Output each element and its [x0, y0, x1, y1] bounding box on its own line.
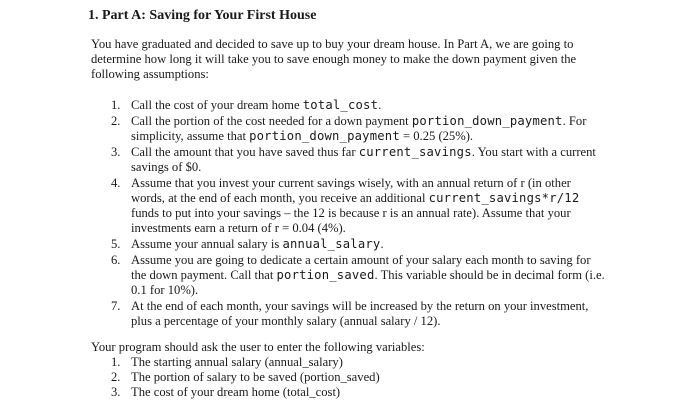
list-number: 6.	[111, 253, 121, 267]
list-number: 7.	[111, 299, 121, 313]
assumption-item: 5. Assume your annual salary is annual_salary.	[111, 237, 384, 251]
input-prompt: Your program should ask the user to enter the following variables:	[91, 340, 425, 354]
list-number: 2.	[111, 114, 121, 128]
variable-name: current_savings*r/12	[428, 191, 580, 205]
list-number: 4.	[111, 176, 121, 190]
assumption-item: 4. Assume that you invest your current savings wisely, with an annual return of r (in other words, at the end of each month, you receive an additional current_savings*r/12 funds to put into your savings – the 12 is because r is an annual rate). Assume that your investments earn a return of r = 0.04 (4%).	[111, 176, 580, 235]
variable-name: current_savings	[358, 145, 472, 159]
assumption-item: 3. Call the amount that you have saved thus far current_savings. You start with a current savings of $0.	[111, 145, 596, 174]
variable-name: total_cost	[302, 98, 379, 112]
variable-name: annual_salary	[282, 237, 381, 251]
input-variables-list	[107, 355, 587, 401]
list-number: 2.	[111, 370, 121, 385]
assumption-item: 2. Call the portion of the cost needed for a down payment portion_down_payment. For simplicity, assume that portion_down_payment = 0.25 (25%).	[111, 114, 587, 143]
assumption-item: 7. At the end of each month, your savings will be increased by the return on your investment, plus a percentage of your monthly salary (annual salary / 12).	[111, 299, 589, 328]
assumptions-list	[107, 98, 607, 330]
list-number: 3.	[111, 145, 121, 159]
list-number: 5.	[111, 237, 121, 251]
variable-item: 3. The cost of your dream home (total_cost)	[111, 385, 341, 400]
list-number: 1.	[111, 355, 121, 369]
variable-item: 2. The portion of salary to be saved (portion_saved)	[111, 370, 380, 385]
section-title: 1. Part A: Saving for Your First House	[88, 8, 317, 23]
variable-name: portion_down_payment	[411, 114, 563, 128]
list-number: 1.	[111, 98, 121, 112]
variable-item: 1. The starting annual salary (annual_salary)	[111, 355, 343, 369]
variable-name: portion_saved	[276, 268, 375, 282]
intro-paragraph: You have graduated and decided to save up to buy your dream house. In Part A, we are going to determine how long it will take you to save enough money to make the down payment given the following assumptions:	[91, 37, 577, 82]
assumption-item: 6. Assume you are going to dedicate a certain amount of your salary each month to saving for the down payment. Call that portion_saved. This variable should be in decimal form (i.e. 0.1 for 10%).	[111, 253, 605, 297]
list-number: 3.	[111, 385, 121, 400]
variable-name: portion_down_payment	[249, 129, 400, 143]
assumption-item: 1. Call the cost of your dream home total_cost.	[111, 98, 382, 112]
